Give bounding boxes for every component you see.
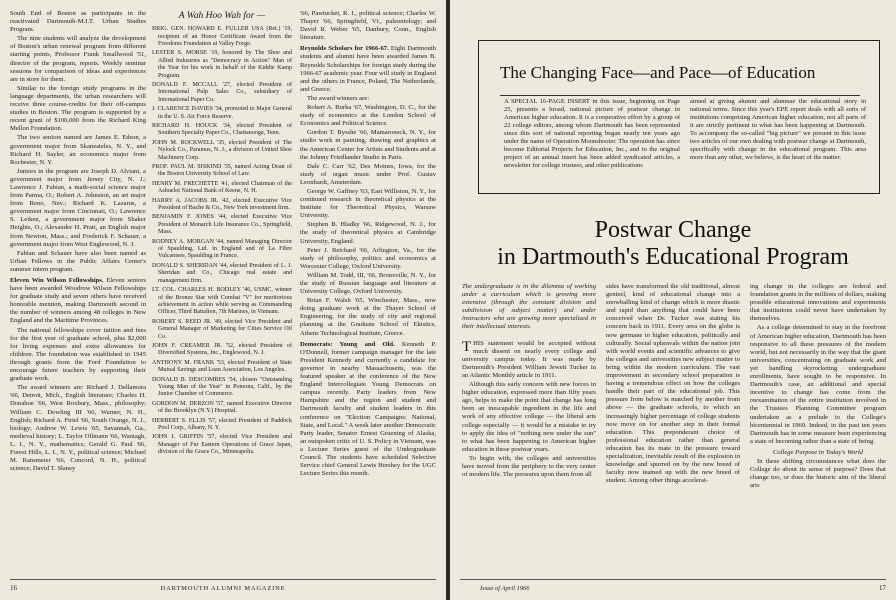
paragraph: Stephen B. Hladky '66, Ridgewood, N. J., for the study of theoretical physics at Cambridge University, England. [300, 221, 436, 245]
lead-paragraph [462, 340, 596, 380]
honor-entry: HARRY A. JACOBS JR. '42, elected Executive Vice President of Bache & Co., New York investment firm. [152, 197, 292, 212]
honor-entry: HENRY M. FRECHETTE '41, elected Chairman of the Ashuelot National Bank of Keene, N. H. [152, 180, 292, 195]
page-number: 16 [10, 584, 17, 592]
section-heading: Democrats: Young and Old. [300, 340, 395, 348]
paragraph: The nine students will analyze the development of Boston's urban renewal program from different starting points, Professor Frank Smallwood '51, director of the program, reports. Weekly seminar sessions for comparison of ideas and experiences are in store for them. [10, 35, 146, 83]
paragraph: William M. Todd, III, '66, Bronxville, N. Y., for the study of Russian language and literature at University College, Oxford University. [300, 271, 436, 296]
intro-text: A SPECIAL 16-PAGE INSERT in this issue, beginning on Page 25, presents a broad, national picture of postwar change in American higher education. It is a cooperative effort by a group of 22 college editors, among whom Dartmouth has been represented since this sort of national reporting began nearly ten years ago under the name of Operation Moonshooter. The operation has since become Editorial Projects for Education, Inc., and to the original project of an annual insert has been added syndicated articles, a newsletter for college trustees, and other publications [504, 98, 680, 169]
paragraph: sides have transformed the old traditional, almost genteel, kind of educational change into a snowballing kind of change which is more drastic and rapid than anything that could have been conceived when Dr. Tucker was stating his concern back in 1911. Every area on the globe is now germane to higher education, politically and culturally. Social upheavals within the nation join with world events and scientific advances to give the colleges and universities new subject matter to bring within the modern curriculum. The vast improvement in secondary school preparation is having a tremendous effect on how the colleges handle their part of the educational job. This pressure from below is matched by another from above — the graduate schools, to which an increasingly higher percentage of college students now move on for another step in their formal education. This preponderant choice of professional education rather than general education has its mate in the pressure toward specialization, inevitable result of the explosion in knowledge and spurred on by the new breed of faculty now teamed up with the new breed of student. Among other things accelerat- [606, 283, 740, 485]
honor-entry: JOHN F. CREAMER JR. '52, elected President of Diversified Systems, Inc., Englewood, N. J. [152, 342, 292, 357]
left-column-3 [300, 10, 436, 479]
intro-text: aimed at giving alumni and alumnae the educational story in national terms. Since this year's EPE report deals with all sorts of institutions comprising American higher education, not all parts of it are strictly pertinent to what has been happening at Dartmouth. To accompany the so-called "big picture" we present in this issue two articles of our own dealing with postwar change at Dartmouth, specifically with change in the educational program. This area more than any other, we believe, is the heart of the matter. [690, 98, 866, 161]
honor-entry: ANTHONY M. FRANK '53, elected President of State Mutual Savings and Loan Association, Los Angeles. [152, 359, 292, 374]
intro-rule [500, 95, 860, 96]
paragraph: To begin with, the colleges and universities have moved from the periphery to the very center of modern life. The pressures upon them from all [462, 454, 596, 479]
honor-entry: JOHN M. ROCKWELL '35, elected President of The Nylock Co., Paramus, N. J., a division of United Shoe Machinery Corp. [152, 139, 292, 161]
section-heading: Eleven Win Wilson Fellowships. [10, 277, 104, 284]
paragraph: Peter J. Reichard '66, Arlington, Va., for the study of philosophy, politics and economics at Worcester College, Oxford University. [300, 246, 436, 270]
article-column-3 [750, 283, 886, 491]
article-deck: The undergraduate is in the dilemma of working under a curriculum which is growing more extensive (through the constant division and subdivision of subject matter) and under instructors who are growing more specialized in their intellectual interests. [462, 283, 596, 331]
intro-headline: The Changing Face—and Pace—of Education [500, 63, 816, 82]
section-paragraph [10, 277, 146, 326]
honor-entry: PROF. PAUL M. SISKIND '35, named Acting Dean of the Boston University School of Law. [152, 164, 292, 178]
left-column-2 [152, 10, 292, 459]
article-title-line-2: in Dartmouth's Educational Program [497, 244, 849, 270]
footer-rule [10, 579, 436, 580]
paragraph: The national fellowships cover tuition and fees for the first year of graduate school, plus $2,000 for living expenses and extra allowances for children. The foundation was established in 1945 through grants from the Ford Foundation to encourage future teachers by supporting their graduate work. [10, 326, 146, 383]
paragraph: The award winners are: [307, 94, 370, 102]
paragraph: ing change in the colleges are federal and foundation grants in the millions of dollars, making possible educational innovations and experiments that institutions could never have undertaken by themselves. [750, 283, 886, 323]
page-number: 17 [879, 584, 886, 592]
lead-text: HIS statement would be accepted without much dissent on nearly every college and university campus today. It was made by Dartmouth's President William Jewett Tucker in an Atlantic Monthly article in 1911. [462, 339, 596, 379]
article-column-1 [462, 283, 596, 480]
honor-entry: J. CLARENCE DAVIES '34, promoted to Major General in the U. S. Air Force Reserve. [152, 106, 292, 120]
honor-entry: RICHARD H. HOUCK '34, elected President of Southern Specialty Paper Co., Chattanooga, Tenn. [152, 122, 292, 137]
honor-entry: RODNEY A. MORGAN '44, named Managing Director of Spaulding, Ltd. in England and of La Fibre Vulcanisee, Spaulding in France. [152, 238, 292, 260]
paragraph: Dale C. Carr '62, Des Moines, Iowa, for the study of organ music under Prof. Gustav Leonhardt, Amsterdam. [300, 162, 436, 186]
paragraph: The award winners are: Richard J. Dellamora '66, Detroit, Mich., English literature; Charles H. Donahoe '66, West Roxbury, Mass., philosophy; William C. Dowling III '66, Warner, N. H., English; Richard A. Firtel '66, South Orange, N. J., biology; Andrew W. Lewis '65, Savannah, Ga., medieval history; L. Taylor Ollmann '66, Wantagh, L. I., N. Y., mathematics; Gerald G. Paul '66, Forest Hills, L. I., N. Y., political science; Michael M. Ransmeier '66, Concord, N. H., political science; David T. Slaney [10, 384, 146, 473]
left-page [0, 0, 446, 600]
wah-hoo-wah-title: A Wah Hoo Wah for — [178, 11, 266, 21]
honor-entry: ROBERT S. REED JR. '49, elected Vice President and General Manager of Marketing for Cities Service Oil Co. [152, 318, 292, 340]
paragraph: Similar to the foreign study programs in the language departments, the urban researchers will receive three course-credits for their off-campus studies in Boston. The program is supported by a recent grant of $100,000 from the Richard King Mellon Foundation. [10, 84, 146, 133]
left-column-1 [10, 10, 146, 474]
intro-column-b [690, 98, 866, 162]
paragraph: Fabian and Schauer have also been named as Urban Fellows in the Public Affairs Center's summer intern program. [10, 249, 146, 273]
paragraph: The two seniors named are James E. Edson, a government major from Skaneateles, N. Y., and Richard H. Sayler, an economics major from Rochester, N. Y. [10, 134, 146, 166]
paragraph: Gordon T. Bysshe '66, Mamaroneck, N. Y., for studio work in painting, drawing and graphics at the American Center for Artists and Students and at the Johnny Friedlander Studio in Paris. [300, 129, 436, 161]
paragraph: Robert A. Burka '67, Washington, D. C., for the study of economics at the London School of Economics and Political Science. [300, 104, 436, 128]
running-foot: DARTMOUTH ALUMNI MAGAZINE [160, 585, 286, 592]
honor-entry: GORDON M. DERZON '57, named Executive Director of the Brooklyn (N.Y.) Hospital. [152, 400, 292, 415]
paragraph: Although this early concern with new forces in higher education, expressed more than fifty years ago, helps to make the point that change has long been an inescapable ingredient in the life and work of any effective college — the liberal arts college especially — it would be a mistake to try to apply the idea of "nothing new under the sun" to what has been happening to American higher education in these postwar years. [462, 381, 596, 453]
right-page [450, 0, 896, 600]
drop-cap: T [462, 338, 472, 355]
honor-entry: LT. COL. CHARLES H. BODLEY '46, USMC, winner of the Bronze Star with Combat "V" for meritorious achievement in action while serving as Commanding Officer, Third Battalion, 7th Marines, in Vietnam. [152, 287, 292, 316]
section-lead: Eight Dartmouth students and alumni have been awarded James B. Reynolds Scholarships for foreign study during the 1966-67 academic year. Four will study in England and the others in France, Poland, The Netherlands, and Greece. [300, 45, 436, 93]
section-lead: Eleven seniors have been awarded Woodrow Wilson Fellowships for graduate study and seven others have received honorable mention, making Dartmouth second in the number of winners among 48 colleges in New England and the Maritime Provinces. [10, 277, 147, 325]
honor-entry: JOHN I. GRIFFIN '57, elected Vice President and Manager of Fur Eastern Operations of Grace Japan, division of the Grace Co., Minneapolis. [152, 434, 292, 456]
article-column-2 [606, 283, 740, 486]
honor-entry: DONALD B. DESCOMBES '54, chosen "Outstanding Young Man of the Year" in Pomona, Calif., by the Junior Chamber of Commerce. [152, 376, 292, 398]
paragraph: In these shifting circumstances what does the College do about its sense of purpose? Does that change too, or does the historic aim of the liberal arts [750, 457, 886, 490]
intro-column-a [504, 98, 680, 170]
paragraph: '66, Pawtucket, R. I., political science; Charles W. Thayer '66, Springfield, Vt., paleontology; and David R. Weber '65, Danbury, Conn., English literature. [300, 10, 436, 42]
article-subhead: College Purpose in Today's World [773, 448, 863, 456]
article-title-line-1: Postwar Change [594, 217, 752, 243]
honor-entry: DONALD S. SHERIDAN '44, elected President of L. J. Sheridan and Co., Chicago real estate and management firm. [152, 262, 292, 284]
paragraph: South End of Boston as participants in the reactivated Dartmouth-M.I.T. Urban Studies Program. [10, 10, 146, 34]
section-heading: Reynolds Scholars for 1966-67. [300, 45, 389, 53]
honor-entry: BENJAMIN F. JONES '44, elected Executive Vice President of Monarch Life Insurance Co., Springfield, Mass. [152, 214, 292, 236]
paragraph: As a college determined to stay in the forefront of American higher education, Dartmouth has been responsive to all these pressures of the modern world, but not necessarily in the way that the giant universities, concentrating on graduate work and yet handling skyrocketing undergraduate enrollments, have sought to be responsive. In Dartmouth's case, an additional and special incentive to change has come from the reexamination of the entire institution involved in the Trustees Planning Committee program undertaken as a prelude to the College's bicentennial in 1969. Indeed, in the past ten years Dartmouth has in some measure been experiencing a state of becoming rather than a state of being. [750, 324, 886, 445]
honor-entry: LESTER S. MORSE '19, honored by The Shoe and Allied Industries as "Democracy in Action" Man of the Year for his work in behalf of the Kiddie Kamp Program. [152, 50, 292, 79]
footer-rule [460, 579, 886, 580]
honor-entry: DONALD F. MCCALL '27, elected President of International Pulp Sales Co., subsidiary of International Paper Co. [152, 81, 292, 103]
honor-entry: BRIG. GEN. HOWARD E. FULLER USA (Ret.) '19, recipient of an Honor Certificate Award from the Freedoms Foundation at Valley Forge. [152, 26, 292, 47]
honor-entry: HERBERT S. ELLIS '57, elected President of Paddock Pool Corp., Albany, N. Y. [152, 417, 292, 431]
section-paragraph [300, 341, 436, 479]
paragraph: Brian F. Walsh '65, Winchester, Mass., now doing graduate work at the Thayer School of Engineering, for the study of city and regional planning at the Graduate School of Ekistics, Athens Technological Institute, Greece. [300, 297, 436, 337]
section-lead: Kenneth P. O'Donnell, former campaign manager for the late President Kennedy and currently a candidate for governor in nearby Massachusetts, was the featured speaker at the conference of the New England Intercollegiate Young Democrats on campus recently. Party leaders from New Hampshire and the region and student and Dartmouth faculty and student leaders in this conference on "Election Campaigns: National, State, and Local." A week later another Democratic Party leader, Senator Ernest Gruening of Alaska, an outspoken critic of U. S. Policy in Vietnam, was a Lecture Series guest of the Undergraduate Council. The students have scheduled Selective Service chief General Lewis Hershey for the UGC Lecture Series this month. [300, 340, 436, 478]
section-paragraph [300, 45, 436, 94]
paragraph: Juniors in the program are Joseph D. Alviani, a government major from Jersey City, N. J.; Lawrence J. Fabian, a math-social science major from Parma, O.; Robert A. Johnston, an art major from Reno, Nev.; Richard K. Lazarus, a government major from Cincinnati, O.; Lawrence S. Leiken, a government major from Shaker Heights, O.; Alexander H. Pratt, an English major from Newton, Mass.; and Frederick F. Schauer, a government major from West Englewood, N. J. [10, 167, 146, 248]
issue-line: Issue of April 1966 [480, 585, 530, 592]
paragraph: George W. Gaffney '63, East Williston, N. Y., for continued research in theoretical physics at the Institute for Theoretical Physics, Warsaw University. [300, 187, 436, 220]
